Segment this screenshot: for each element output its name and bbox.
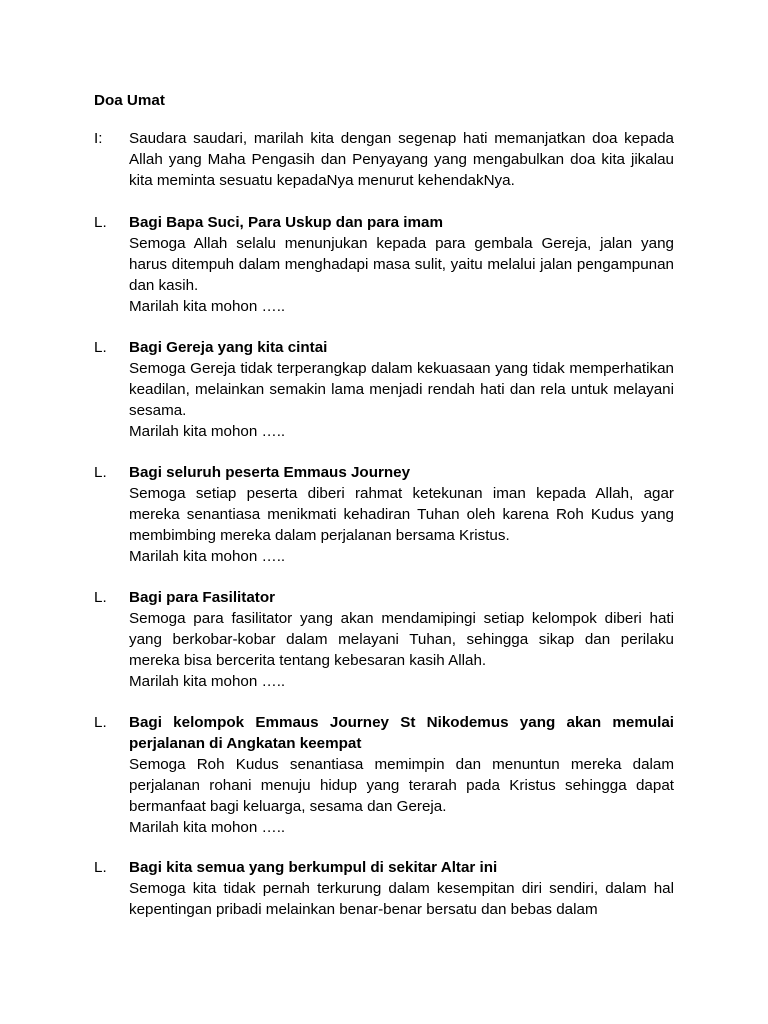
petition-item [94, 337, 674, 442]
petition-item [94, 587, 674, 692]
petition-text: Semoga setiap peserta diberi rahmat ketekunan iman kepada Allah, agar mereka senantiasa menikmati kehadiran Tuhan oleh karena Roh Kudus yang membimbing mereka dalam perjalanan bersama Kristus. [129, 485, 674, 544]
petition-heading: Bagi Bapa Suci, Para Uskup dan para imam [129, 214, 443, 231]
petition-closing: Marilah kita mohon ….. [129, 298, 286, 315]
petition-marker: L. [94, 859, 107, 876]
intro-content [129, 128, 674, 191]
petition-text: Semoga Allah selalu menunjukan kepada para gembala Gereja, jalan yang harus ditempuh dalam menghadapi masa sulit, yaitu melalui jalan pengampunan dan kasih. [129, 235, 674, 294]
intro-marker: I: [94, 130, 103, 147]
petition-item [94, 212, 674, 317]
petition-closing: Marilah kita mohon ….. [129, 423, 286, 440]
intro-text: Saudara saudari, marilah kita dengan segenap hati memanjatkan doa kepada Allah yang Maha Pengasih dan Penyayang yang mengabulkan doa kita jikalau kita meminta sesuatu kepadaNya menurut kehendakNya. [129, 130, 674, 189]
petition-text: Semoga kita tidak pernah terkurung dalam kesempitan diri sendiri, dalam hal kepentingan pribadi melainkan benar-benar bersatu dan bebas dalam [129, 880, 674, 918]
petition-heading: Bagi kita semua yang berkumpul di sekitar Altar ini [129, 859, 498, 876]
petition-heading: Bagi para Fasilitator [129, 589, 276, 606]
petition-content [129, 712, 674, 838]
petition-item [94, 857, 674, 920]
petition-content [129, 462, 674, 567]
petition-item [94, 712, 674, 838]
petition-content [129, 212, 674, 317]
petition-heading: Bagi seluruh peserta Emmaus Journey [129, 464, 411, 481]
petition-content [129, 857, 674, 920]
petition-heading: Bagi Gereja yang kita cintai [129, 339, 328, 356]
petition-closing: Marilah kita mohon ….. [129, 548, 286, 565]
petition-text: Semoga para fasilitator yang akan mendamipingi setiap kelompok diberi hati yang berkobar-kobar dalam melayani Tuhan, sehingga sikap dan perilaku mereka bisa bercerita tentang kebesaran kasih Allah. [129, 610, 674, 669]
petition-marker: L. [94, 214, 107, 231]
petition-item [94, 462, 674, 567]
petition-text: Semoga Roh Kudus senantiasa memimpin dan menuntun mereka dalam perjalanan rohani menuju hidup yang terarah pada Kristus sehingga dapat bermanfaat bagi keluarga, sesama dan Gereja. [129, 756, 674, 815]
petition-content [129, 587, 674, 692]
petition-marker: L. [94, 464, 107, 481]
intro-section [94, 128, 674, 191]
petition-closing: Marilah kita mohon ….. [129, 673, 286, 690]
document-title: Doa Umat [94, 92, 165, 109]
petition-content [129, 337, 674, 442]
petition-heading: Bagi kelompok Emmaus Journey St Nikodemus yang akan memulai perjalanan di Angkatan keempat [129, 714, 674, 752]
petition-text: Semoga Gereja tidak terperangkap dalam kekuasaan yang tidak memperhatikan keadilan, melainkan semakin lama menjadi rendah hati dan rela untuk melayani sesama. [129, 360, 674, 419]
petition-marker: L. [94, 714, 107, 731]
petition-marker: L. [94, 339, 107, 356]
petition-marker: L. [94, 589, 107, 606]
petition-closing: Marilah kita mohon ….. [129, 819, 286, 836]
